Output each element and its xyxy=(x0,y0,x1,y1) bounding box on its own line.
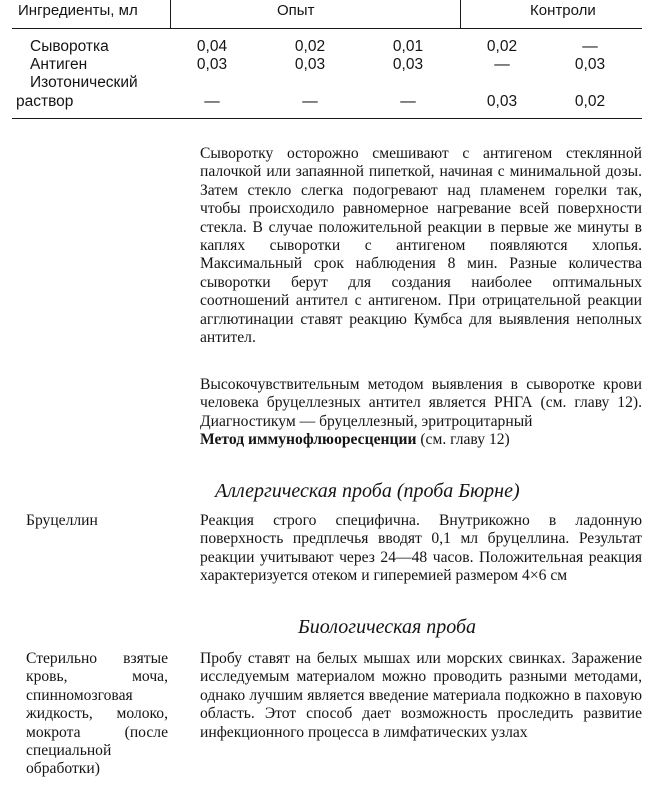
row-label-serum: Сыворотка xyxy=(30,38,109,55)
table-cell: — xyxy=(400,93,416,110)
table-cell: 0,03 xyxy=(392,56,424,73)
table-cell: 0,02 xyxy=(294,38,326,55)
method-name: Метод иммунофлюоресценции xyxy=(200,431,417,448)
table-cell: — xyxy=(302,93,318,110)
paragraph-rnga: Высокочувствительным методом выявления в сыворотке крови человека бруцеллезных антител является РНГА (см. главу 12). Диагностикум — бруцеллезный, эритроцитарный xyxy=(200,376,642,430)
table-cell: — xyxy=(582,38,598,55)
table-cell: — xyxy=(494,56,510,73)
table-cell: 0,03 xyxy=(294,56,326,73)
paragraph-allergy-test: Реакция строго специфична. Внутрикожно в ладонную поверхность предплечья вводят 0,1 мл бруцеллина. Результат реакции учитывают через 24—48 часов. Положительная реакция характеризуется отеком и гиперемией размером 4×6 см xyxy=(200,512,642,585)
row-label-isotonic: Изотонический xyxy=(30,74,138,91)
paragraph-biological-test: Пробу ставят на белых мышах или морских свинках. Заражение исследуемым материалом можно проводить разными методами, однако лучшим является введение материала подкожно в паховую область. Этот способ дает возможность проследить развитие инфекционного процесса в лимфатических узлах xyxy=(200,650,642,741)
table-cell: 0,01 xyxy=(392,38,424,55)
method-reference: (см. главу 12) xyxy=(416,431,510,448)
section-heading-biological: Биологическая проба xyxy=(298,616,477,638)
header-experiment: Опыт xyxy=(277,2,315,19)
table-cell: 0,02 xyxy=(486,38,518,55)
table-cell: 0,02 xyxy=(574,93,606,110)
table-rule xyxy=(12,28,642,29)
side-label-brucellin: Бруцеллин xyxy=(26,512,98,529)
row-label-solution: раствор xyxy=(16,93,74,110)
row-label-antigen: Антиген xyxy=(30,56,88,73)
ingredients-table xyxy=(12,0,642,120)
table-rule xyxy=(12,118,642,119)
table-cell: — xyxy=(204,93,220,110)
header-ingredients: Ингредиенты, мл xyxy=(18,2,138,19)
header-controls: Контроли xyxy=(530,2,596,19)
table-cell: 0,03 xyxy=(486,93,518,110)
side-label-materials: Стерильно взятые кровь, моча, спинномозговая жидкость, молоко, мокрота (после специальной обработки) xyxy=(26,650,168,778)
paragraph-immunofluorescence xyxy=(200,431,642,449)
section-heading-allergy: Аллергическая проба (проба Бюрне) xyxy=(215,480,520,502)
table-divider xyxy=(170,0,171,28)
paragraph-procedure: Сыворотку осторожно смешивают с антигеном стеклянной палочкой или запаянной пипеткой, начиная с минимальной дозы. Затем стекло слегка подогревают над пламенем горелки так, чтобы происходило равномерное нагревание всей поверхности стекла. В случае положительной реакции в первые же минуты в каплях сыворотки с антигеном появляются хлопья. Максимальный срок наблюдения 8 мин. Разные количества сыворотки берут для создания наиболее оптимальных соотношений антител с антигеном. При отрицательной реакции агглютинации ставят реакцию Кумбса для выявления неполных антител. xyxy=(200,145,642,347)
table-cell: 0,04 xyxy=(196,38,228,55)
table-divider xyxy=(460,0,461,28)
table-cell: 0,03 xyxy=(196,56,228,73)
table-cell: 0,03 xyxy=(574,56,606,73)
